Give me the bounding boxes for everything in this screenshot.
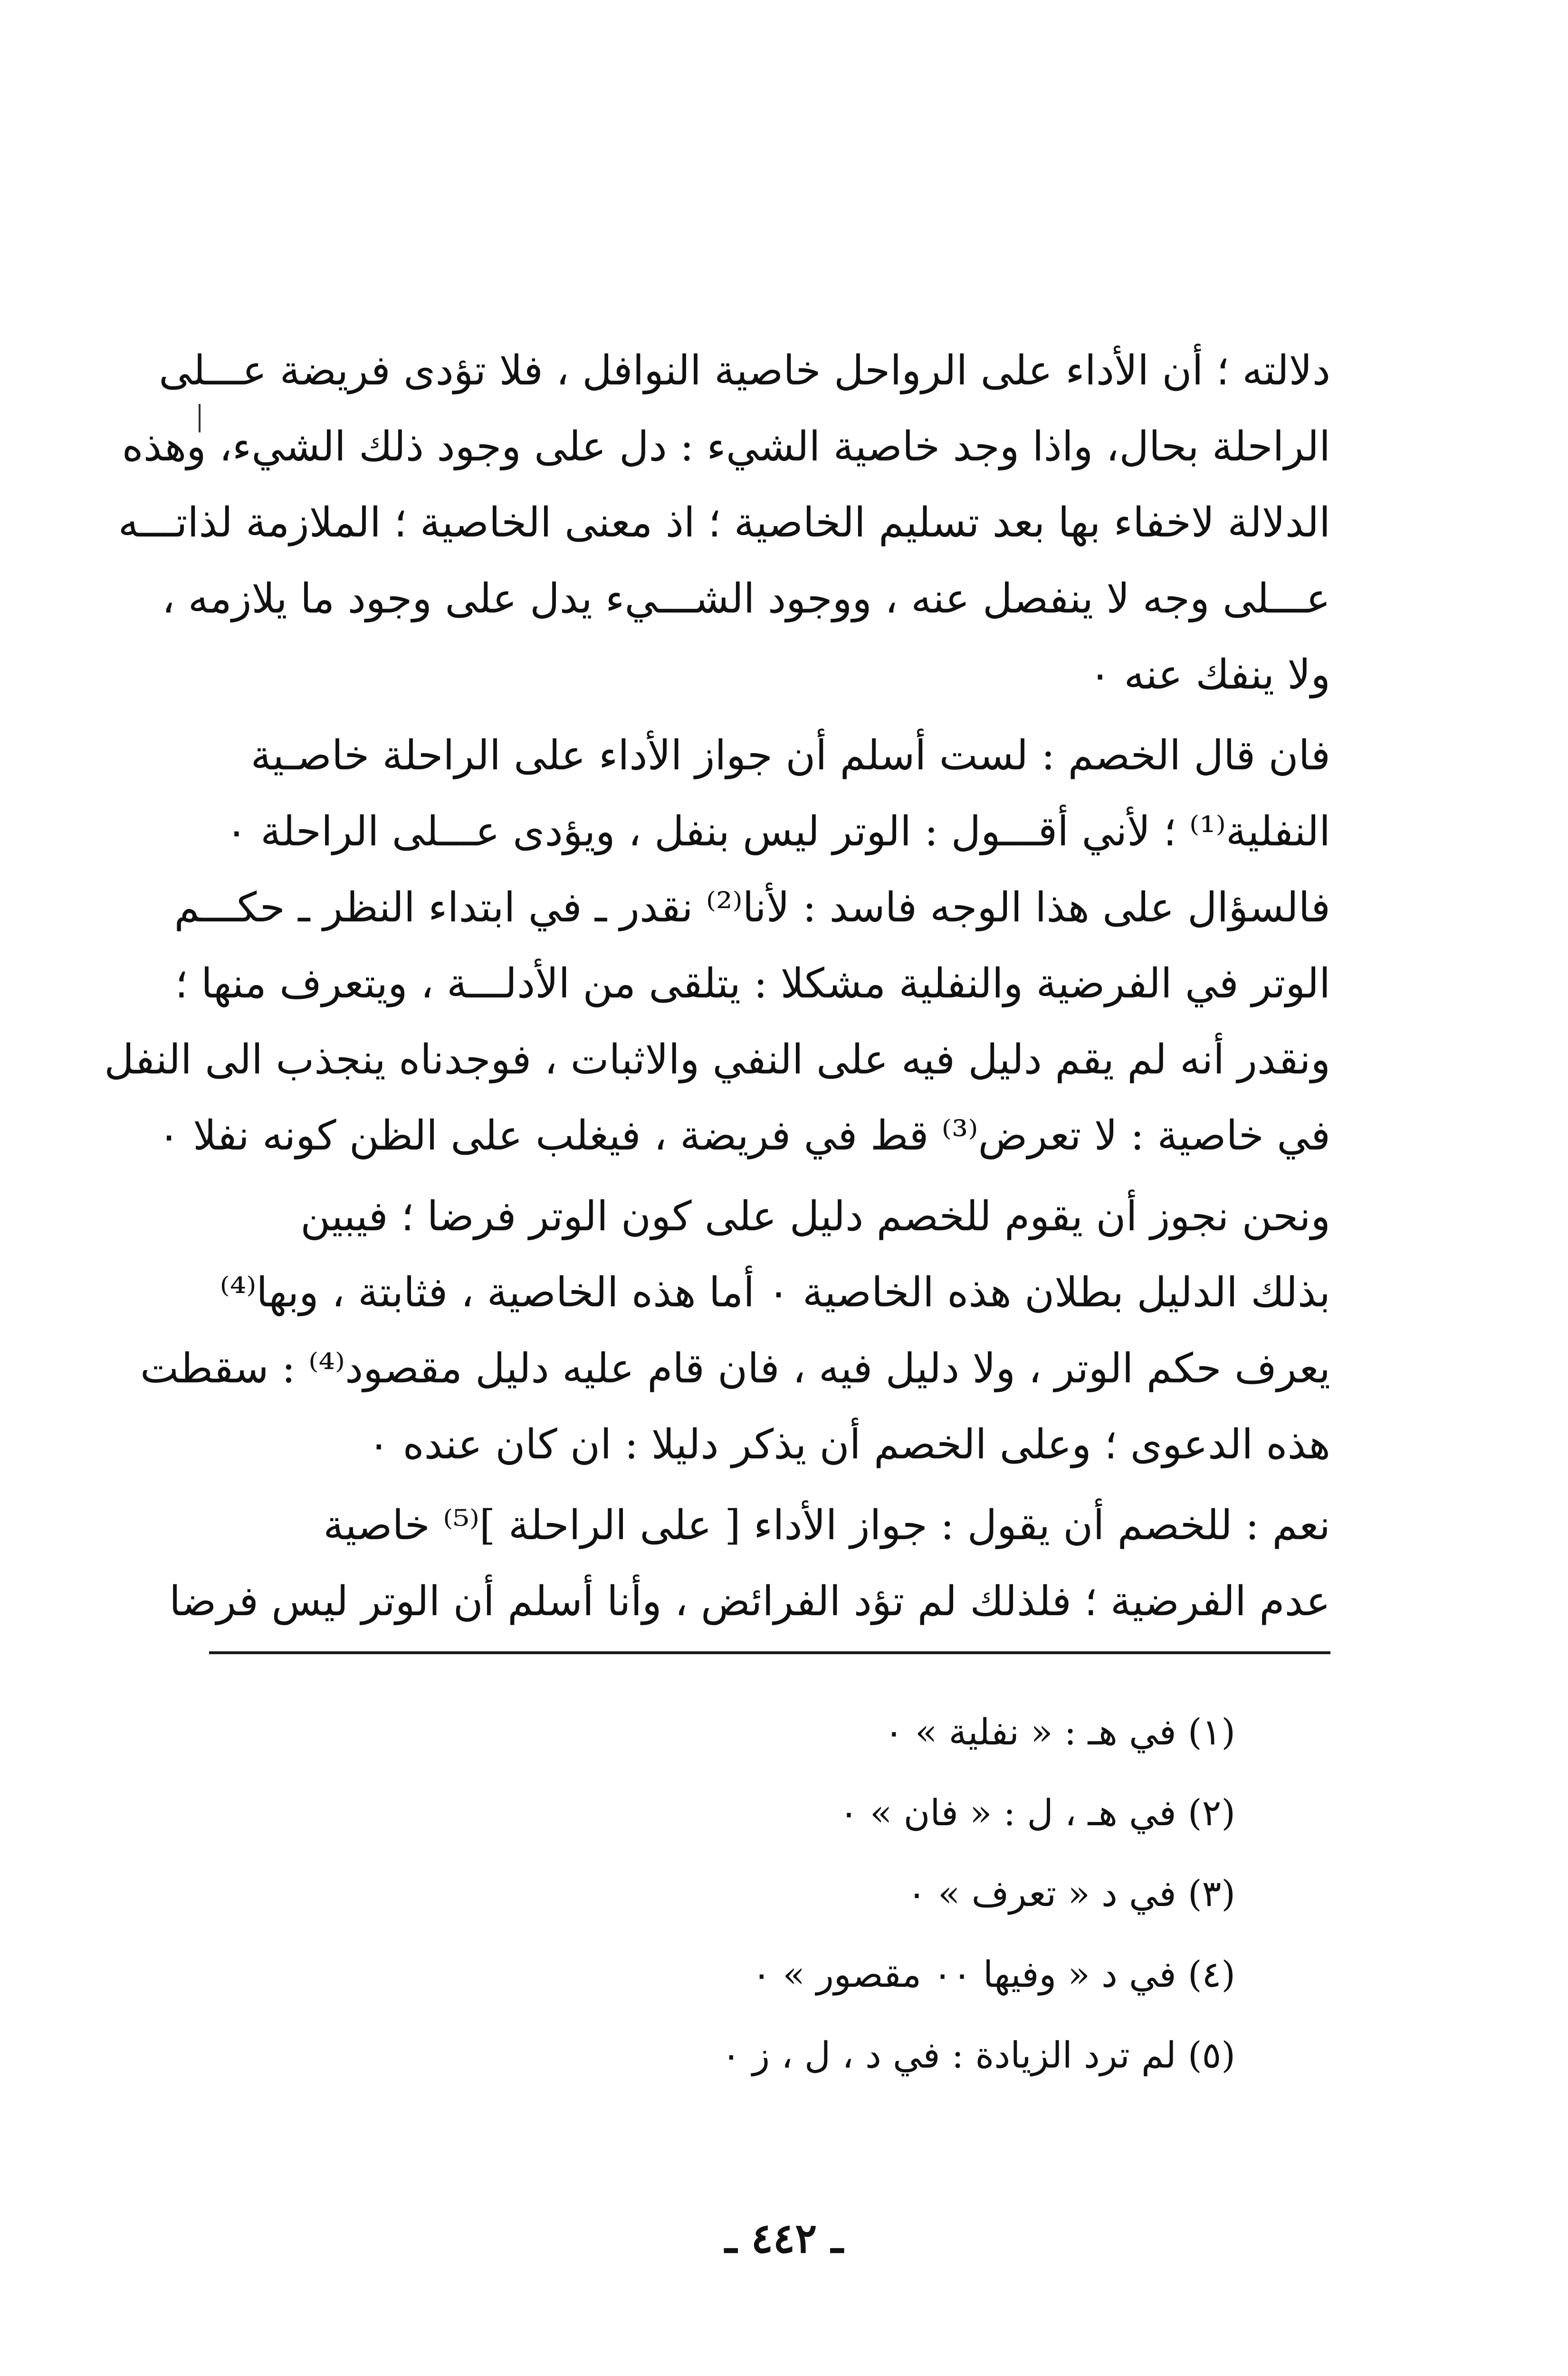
text-line: نعم : للخصم أن يقول : جواز الأداء [ على الراحلة ]⁽⁵⁾ خاصية xyxy=(323,1502,1330,1549)
text-line: دلالته ؛ أن الأداء على الرواحل خاصية النوافل ، فلا تؤدى فريضة عـــلى xyxy=(159,347,1330,394)
text-line: فان قال الخصم : لست أسلم أن جواز الأداء على الراحلة خاصـية xyxy=(250,732,1330,779)
footnote: (٣) في د « تعرف » ٠ xyxy=(907,1872,1235,1915)
paragraph-2 xyxy=(104,718,1330,1174)
text-line: ونحن نجوز أن يقوم للخصم دليل على كون الوتر فرضا ؛ فيبين xyxy=(300,1193,1330,1240)
footnote: (٤) في د « وفيها ٠٠ مقصور » ٠ xyxy=(752,1953,1235,1995)
footnote-divider xyxy=(209,1651,1330,1654)
footnote: (٥) لم ترد الزيادة : في د ، ل ، ز ٠ xyxy=(721,2034,1235,2076)
text-line: عـــلى وجه لا ينفصل عنه ، ووجود الشـــيء يدل على وجود ما يلازمه ، xyxy=(162,575,1330,623)
text-line: يعرف حكم الوتر ، ولا دليل فيه ، فان قام عليه دليل مقصود⁽⁴⁾ : سقطت xyxy=(140,1345,1330,1392)
footnotes xyxy=(570,1692,1235,2096)
text-line: هذه الدعوى ؛ وعلى الخصم أن يذكر دليلا : ان كان عنده ٠ xyxy=(368,1421,1330,1468)
text-line: في خاصية : لا تعرض⁽³⁾ قط في فريضة ، فيغلب على الظن كونه نفلا ٠ xyxy=(158,1112,1330,1159)
text-line: ولا ينفك عنه ٠ xyxy=(1089,651,1330,699)
text-line: النفلية⁽¹⁾ ؛ لأني أقـــول : الوتر ليس بنفل ، ويؤدى عـــلى الراحلة ٠ xyxy=(225,808,1330,855)
text-line: ونقدر أنه لم يقم دليل فيه على النفي والاثبات ، فوجدناه ينجذب الى النفل xyxy=(104,1036,1330,1083)
text-line: بذلك الدليل بطلان هذه الخاصية ٠ أما هذه الخاصية ، فثابتة ، وبها⁽⁴⁾ xyxy=(220,1269,1330,1316)
text-line: فالسؤال على هذا الوجه فاسد : لأنا⁽²⁾ نقدر ـ في ابتداء النظر ـ حكـــم xyxy=(174,884,1330,931)
text-line: الوتر في الفرضية والنفلية مشكلا : يتلقى من الأدلـــة ، ويتعرف منها ؛ xyxy=(175,960,1330,1007)
text-line: الدلالة لاخفاء بها بعد تسليم الخاصية ؛ اذ معنى الخاصية ؛ الملازمة لذاتـــه xyxy=(118,499,1330,546)
paragraph-1 xyxy=(118,333,1330,713)
text-line: عدم الفرضية ؛ فلذلك لم تؤد الفرائض ، وأنا أسلم أن الوتر ليس فرضا xyxy=(169,1578,1330,1625)
footnote: (٢) في هـ ، ل : « فان » ٠ xyxy=(839,1792,1235,1834)
footnote: (١) في هـ : « نفلية » ٠ xyxy=(884,1711,1235,1753)
paragraph-4 xyxy=(169,1487,1330,1639)
paragraph-3 xyxy=(140,1178,1330,1483)
text-line: الراحلة بحال، واذا وجد خاصية الشيء : دل على وجود ذلك الشيء، وهذه xyxy=(122,423,1330,470)
page-number: ـ ٤٤٢ ـ xyxy=(725,2214,843,2262)
